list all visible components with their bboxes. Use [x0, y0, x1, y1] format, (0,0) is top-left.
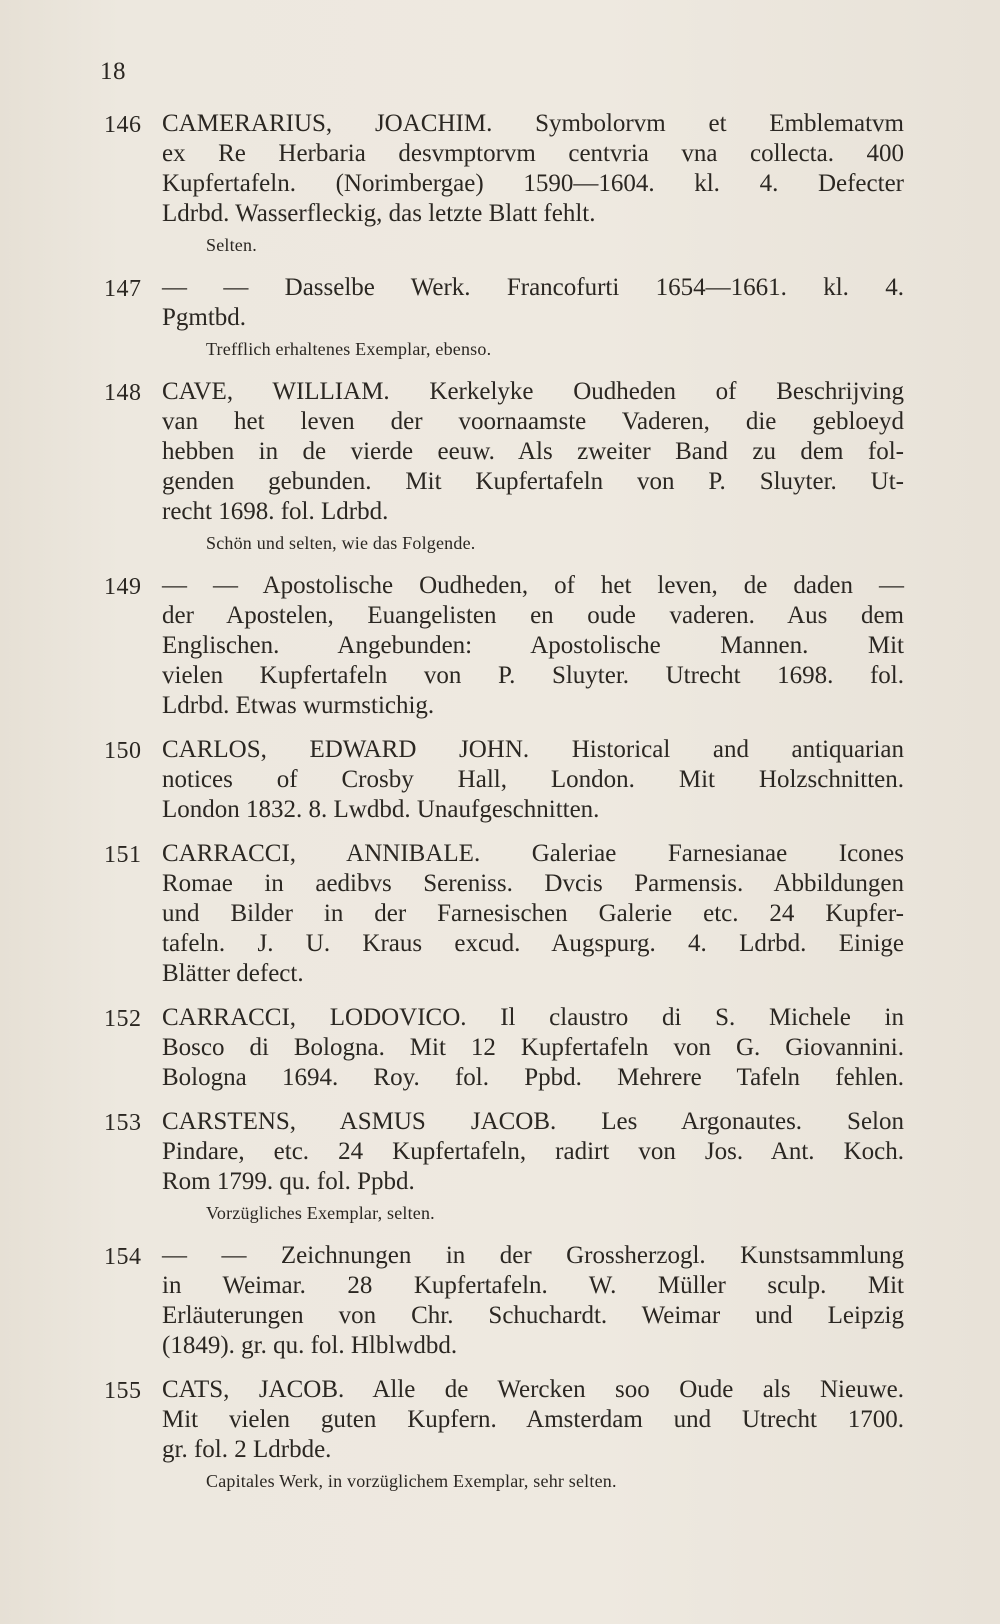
entry-line: Ldrbd. Etwas wurmstichig. — [162, 692, 435, 719]
entry-text — [162, 735, 904, 825]
entry-text — [162, 839, 904, 989]
entry-line: van het leven der voornaamste Vaderen, die gebloeyd — [162, 408, 904, 435]
entry-line: CARLOS, EDWARD JOHN. Historical and antiquarian — [162, 736, 904, 763]
entry-line: — — Zeichnungen in der Grossherzogl. Kunstsammlung — [162, 1242, 904, 1269]
entry-line: Romae in aedibvs Sereniss. Dvcis Parmensis. Abbildungen — [162, 870, 904, 897]
entry-line: CAMERARIUS, JOACHIM. Symbolorvm et Emblematvm — [162, 110, 904, 137]
entry-text — [162, 377, 904, 527]
entry-line: CATS, JACOB. Alle de Wercken soo Oude als Nieuwe. — [162, 1376, 904, 1403]
entry-note: Capitales Werk, in vorzüglichem Exemplar, sehr selten. — [206, 1471, 617, 1491]
entry-body — [162, 735, 904, 825]
entry-line: tafeln. J. U. Kraus excud. Augspurg. 4. Ldrbd. Einige — [162, 930, 904, 957]
entry-note: Schön und selten, wie das Folgende. — [206, 533, 476, 553]
entry-line: London 1832. 8. Lwdbd. Unaufgeschnitten. — [162, 796, 600, 823]
page-number: 18 — [100, 58, 126, 85]
entry-line: Pindare, etc. 24 Kupfertafeln, radirt von Jos. Ant. Koch. — [162, 1138, 904, 1165]
entry-number: 155 — [104, 1378, 142, 1404]
entry-body — [162, 1003, 904, 1093]
entry-number: 154 — [104, 1244, 142, 1270]
entry-line: Mit vielen guten Kupfern. Amsterdam und Utrecht 1700. — [162, 1406, 904, 1433]
catalog-entry-155 — [104, 1375, 904, 1495]
entry-body — [162, 109, 904, 259]
entry-number: 152 — [104, 1006, 142, 1032]
entry-body — [162, 1107, 904, 1227]
entry-line: CARSTENS, ASMUS JACOB. Les Argonautes. Selon — [162, 1108, 904, 1135]
entry-line: recht 1698. fol. Ldrbd. — [162, 498, 389, 525]
entry-line: Blätter defect. — [162, 960, 304, 987]
catalog-entry-147 — [104, 273, 904, 363]
entry-line: Pgmtbd. — [162, 304, 247, 331]
entry-line: Kupfertafeln. (Norimbergae) 1590—1604. kl. 4. Defecter — [162, 170, 904, 197]
entry-line: — — Apostolische Oudheden, of het leven, de daden — — [162, 572, 904, 599]
catalog-entry-146 — [104, 109, 904, 259]
catalog-entry-148 — [104, 377, 904, 557]
entry-text — [162, 1375, 904, 1465]
entry-body — [162, 571, 904, 721]
entry-number: 151 — [104, 842, 142, 868]
entry-line: genden gebunden. Mit Kupfertafeln von P. Sluyter. Ut- — [162, 468, 904, 495]
entry-body — [162, 273, 904, 363]
entry-body — [162, 377, 904, 557]
entry-number: 149 — [104, 574, 142, 600]
entry-body — [162, 839, 904, 989]
catalog-entry-151 — [104, 839, 904, 989]
catalog-entry-153 — [104, 1107, 904, 1227]
entry-line: hebben in de vierde eeuw. Als zweiter Band zu dem fol- — [162, 438, 904, 465]
entry-number: 147 — [104, 276, 142, 302]
entry-line: in Weimar. 28 Kupfertafeln. W. Müller sculp. Mit — [162, 1272, 904, 1299]
entry-text — [162, 273, 904, 333]
catalog-entries — [104, 109, 904, 1507]
entry-body — [162, 1241, 904, 1361]
entry-line: gr. fol. 2 Ldrbde. — [162, 1436, 332, 1463]
entry-number: 153 — [104, 1110, 142, 1136]
entry-line: Rom 1799. qu. fol. Ppbd. — [162, 1168, 415, 1195]
entry-line: CAVE, WILLIAM. Kerkelyke Oudheden of Beschrijving — [162, 378, 904, 405]
entry-line: vielen Kupfertafeln von P. Sluyter. Utrecht 1698. fol. — [162, 662, 904, 689]
entry-line: — — Dasselbe Werk. Francofurti 1654—1661. kl. 4. — [162, 274, 904, 301]
entry-line: Bologna 1694. Roy. fol. Ppbd. Mehrere Tafeln fehlen. — [162, 1064, 904, 1091]
catalog-entry-149 — [104, 571, 904, 721]
catalog-entry-154 — [104, 1241, 904, 1361]
entry-line: notices of Crosby Hall, London. Mit Holzschnitten. — [162, 766, 904, 793]
entry-body — [162, 1375, 904, 1495]
entry-number: 148 — [104, 380, 142, 406]
entry-line: und Bilder in der Farnesischen Galerie etc. 24 Kupfer- — [162, 900, 904, 927]
entry-line: CARRACCI, LODOVICO. Il claustro di S. Michele in — [162, 1004, 904, 1031]
entry-line: Ldrbd. Wasserfleckig, das letzte Blatt fehlt. — [162, 200, 596, 227]
entry-line: CARRACCI, ANNIBALE. Galeriae Farnesianae Icones — [162, 840, 904, 867]
entry-text — [162, 571, 904, 721]
entry-line: der Apostelen, Euangelisten en oude vaderen. Aus dem — [162, 602, 904, 629]
entry-note: Selten. — [206, 235, 257, 255]
entry-text — [162, 109, 904, 229]
entry-line: (1849). gr. qu. fol. Hlblwdbd. — [162, 1332, 458, 1359]
entry-text — [162, 1003, 904, 1093]
entry-text — [162, 1241, 904, 1361]
catalog-entry-152 — [104, 1003, 904, 1093]
entry-line: Englischen. Angebunden: Apostolische Mannen. Mit — [162, 632, 904, 659]
catalog-entry-150 — [104, 735, 904, 825]
entry-number: 150 — [104, 738, 142, 764]
entry-text — [162, 1107, 904, 1197]
entry-line: Bosco di Bologna. Mit 12 Kupfertafeln von G. Giovannini. — [162, 1034, 904, 1061]
entry-line: Erläuterungen von Chr. Schuchardt. Weimar und Leipzig — [162, 1302, 904, 1329]
entry-note: Trefflich erhaltenes Exemplar, ebenso. — [206, 339, 492, 359]
entry-number: 146 — [104, 112, 142, 138]
entry-note: Vorzügliches Exemplar, selten. — [206, 1203, 435, 1223]
entry-line: ex Re Herbaria desvmptorvm centvria vna collecta. 400 — [162, 140, 904, 167]
